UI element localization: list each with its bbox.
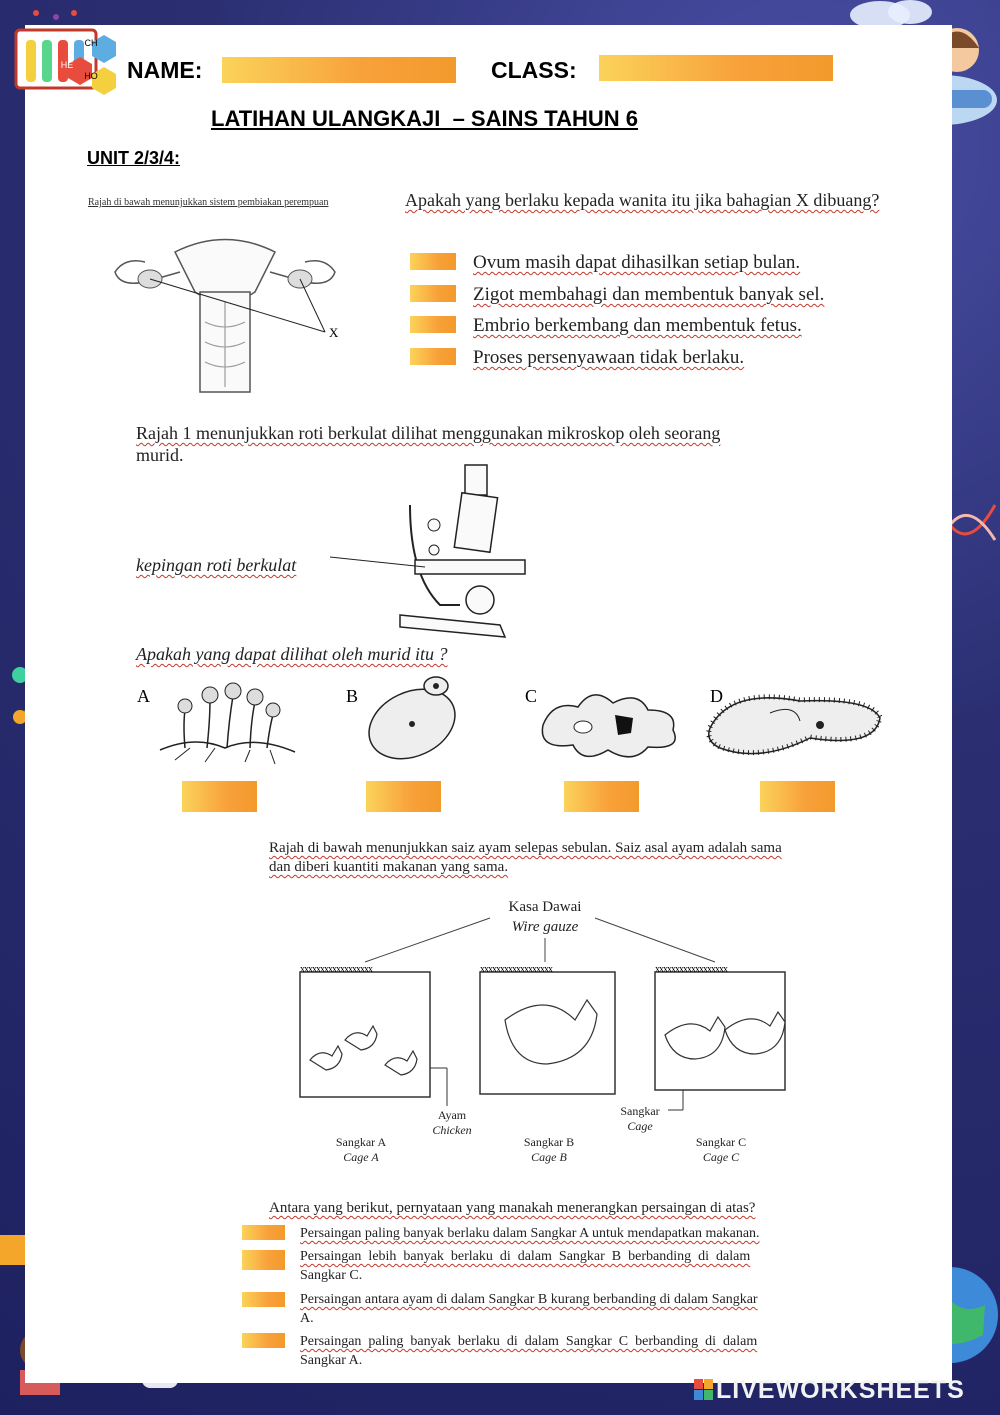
choice-c-label: C	[525, 686, 538, 706]
q3-option-2-line1: Persaingan lebih banyak berlaku di dalam Sangkar B berbanding di dalam	[300, 1249, 751, 1264]
cage-a-name-en: Cage A	[343, 1150, 379, 1164]
choice-a-answer-box[interactable]	[182, 781, 257, 812]
wire-gauze-label-en: Wire gauze	[511, 919, 579, 935]
paramecium-image	[700, 683, 890, 763]
q3-option-4-line2: Sangkar A.	[300, 1353, 363, 1368]
cage-b-name: Sangkar B	[523, 1135, 575, 1149]
cage-b-mesh: xxxxxxxxxxxxxxxxxx	[480, 964, 552, 975]
yeast-cell-image	[360, 672, 465, 762]
part-x-label: X	[329, 325, 339, 340]
slide-label: kepingan roti berkulat	[136, 555, 297, 575]
q3-intro-line2: dan diberi kuantiti makanan yang sama.	[269, 859, 509, 875]
q1-option-2-answer-box[interactable]	[410, 285, 456, 302]
q1-option-4-answer-box[interactable]	[410, 348, 456, 365]
q3-question: Antara yang berikut, pernyataan yang manakah menerangkan persaingan di atas?	[269, 1200, 756, 1216]
reproductive-system-diagram	[105, 232, 345, 392]
unit-label: UNIT 2/3/4:	[87, 148, 181, 168]
choice-b-answer-box[interactable]	[366, 781, 441, 812]
q1-question: Apakah yang berlaku kepada wanita itu jika bahagian X dibuang?	[405, 190, 880, 210]
class-input-field[interactable]	[599, 55, 833, 81]
cage-a-mesh: xxxxxxxxxxxxxxxxxx	[300, 964, 372, 975]
q1-option-3-answer-box[interactable]	[410, 316, 456, 333]
choice-d-answer-box[interactable]	[760, 781, 835, 812]
q3-intro-line1: Rajah di bawah menunjukkan saiz ayam selepas sebulan. Saiz asal ayam adalah sama	[269, 840, 782, 856]
q1-option-3-text: Embrio berkembang dan membentuk fetus.	[473, 315, 802, 336]
name-label: NAME:	[127, 57, 203, 83]
page-title: LATIHAN ULANGKAJI – SAINS TAHUN 6	[211, 106, 638, 131]
liveworksheets-brand: LIVEWORKSHEETS	[716, 1376, 965, 1404]
logo-tag-he: HE	[60, 60, 74, 70]
q1-option-4-text: Proses persenyawaan tidak berlaku.	[473, 347, 745, 368]
q1-option-1-text: Ovum masih dapat dihasilkan setiap bulan.	[473, 252, 801, 273]
chemistry-logo	[14, 5, 124, 90]
cage-c-name-en: Cage C	[702, 1150, 740, 1164]
q3-option-1-line1: Persaingan paling banyak berlaku dalam Sangkar A untuk mendapatkan makanan.	[300, 1226, 760, 1241]
chicken-label-en: Chicken	[432, 1123, 472, 1137]
q3-option-4-line1: Persaingan paling banyak berlaku di dalam Sangkar C berbanding di dalam	[300, 1334, 758, 1349]
q3-option-4-answer-box[interactable]	[242, 1333, 285, 1348]
logo-tag-ch: CH	[84, 38, 98, 48]
q3-option-3-line1: Persaingan antara ayam di dalam Sangkar B kurang berbanding di dalam Sangkar	[300, 1292, 758, 1307]
cage-a-name: Sangkar A	[335, 1135, 387, 1149]
q2-intro-line2: murid.	[136, 445, 184, 465]
liveworksheets-logo-icon	[694, 1379, 714, 1401]
q3-option-2-answer-box[interactable]	[242, 1250, 285, 1270]
choice-d-label: D	[710, 686, 723, 706]
chicken-cages-diagram	[295, 910, 795, 1110]
amoeba-image	[533, 685, 683, 765]
q1-option-1-answer-box[interactable]	[410, 253, 456, 270]
cage-label-en: Cage	[627, 1119, 653, 1133]
cage-b-name-en: Cage B	[531, 1150, 567, 1164]
choice-c-answer-box[interactable]	[564, 781, 639, 812]
chicken-label: Ayam	[437, 1108, 467, 1122]
mould-fungus-image	[155, 680, 300, 770]
cage-label: Sangkar	[620, 1104, 660, 1118]
class-label: CLASS:	[491, 57, 577, 83]
microscope-diagram	[330, 465, 540, 640]
q2-intro-line1: Rajah 1 menunjukkan roti berkulat dilihat menggunakan mikroskop oleh seorang	[136, 423, 721, 443]
q2-question: Apakah yang dapat dilihat oleh murid itu ?	[136, 644, 448, 664]
q3-option-2-line2: Sangkar C.	[300, 1268, 363, 1283]
choice-a-label: A	[137, 686, 150, 706]
q3-option-3-answer-box[interactable]	[242, 1292, 285, 1307]
wire-gauze-label: Kasa Dawai	[508, 899, 582, 915]
q3-option-3-line2: A.	[300, 1311, 314, 1326]
name-input-field[interactable]	[222, 57, 456, 83]
q3-option-1-answer-box[interactable]	[242, 1225, 285, 1240]
q1-caption: Rajah di bawah menunjukkan sistem pembiakan perempuan	[88, 197, 329, 208]
cage-c-mesh: xxxxxxxxxxxxxxxxxx	[655, 964, 727, 975]
cage-c-name: Sangkar C	[695, 1135, 747, 1149]
choice-b-label: B	[346, 686, 359, 706]
q1-option-2-text: Zigot membahagi dan membentuk banyak sel.	[473, 284, 825, 305]
logo-tag-ho: HO	[84, 71, 98, 81]
